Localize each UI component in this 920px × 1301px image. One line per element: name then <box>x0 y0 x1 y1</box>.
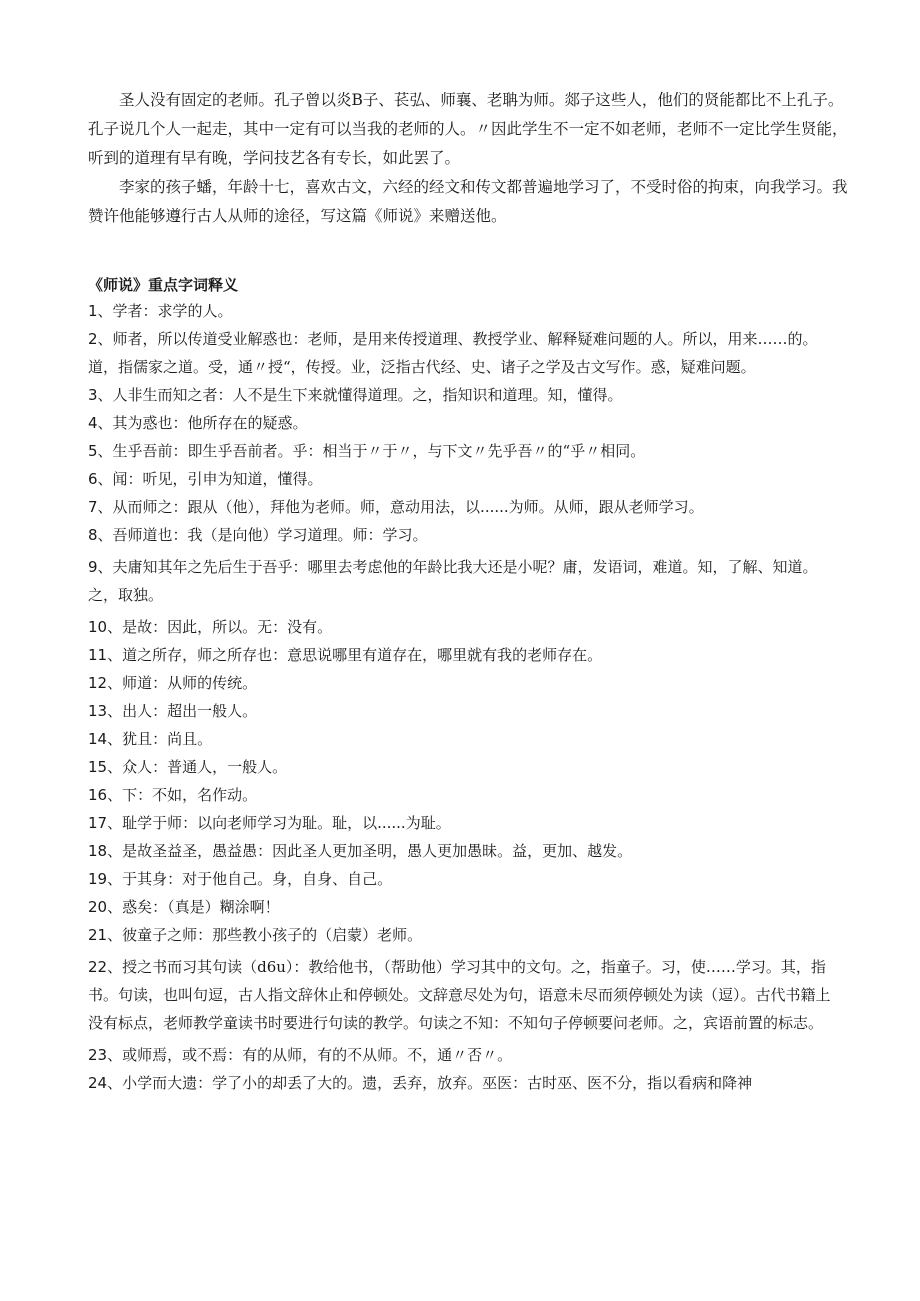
glossary-entry <box>88 953 836 1037</box>
glossary-entry <box>88 697 836 725</box>
entry-text: 耻学于师：以向老师学习为耻。耻，以......为耻。 <box>122 814 451 832</box>
glossary-entry <box>88 1041 836 1069</box>
glossary-entry <box>88 409 836 437</box>
glossary-entry <box>88 921 836 949</box>
entry-text: 彼童子之师：那些教小孩子的（启蒙）老师。 <box>122 926 423 944</box>
entry-number: 24、 <box>88 1074 123 1092</box>
entry-text: 犹且：尚且。 <box>122 730 213 748</box>
glossary-entry <box>88 865 836 893</box>
entry-number: 4、 <box>88 414 113 432</box>
glossary-entry <box>88 893 836 921</box>
entry-text: 下：不如，名作动。 <box>122 786 258 804</box>
entry-number: 20、 <box>88 898 123 916</box>
entry-number: 3、 <box>88 386 113 404</box>
entry-number: 8、 <box>88 526 113 544</box>
entry-text: 小学而大遗：学了小的却丢了大的。遗，丢弃，放弃。巫医：古时巫、医不分，指以看病和降神 <box>122 1074 753 1092</box>
glossary-entry <box>88 465 836 493</box>
glossary-entry <box>88 381 836 409</box>
intro-paragraph-2: 李家的孩子蟠，年龄十七，喜欢古文，六经的经文和传文都普遍地学习了，不受时俗的拘束，向我学习。我赞许他能够遵行古人从师的途径，写这篇《师说》来赠送他。 <box>88 178 848 225</box>
glossary-entry <box>88 809 836 837</box>
entry-number: 18、 <box>88 842 123 860</box>
entry-text: 众人：普通人，一般人。 <box>122 758 288 776</box>
entry-text: 师者，所以传道受业解惑也：老师，是用来传授道理、教授学业、解释疑难问题的人。所以，用来……的。道，指儒家之道。受，通〃授“，传授。业，泛指古代经、史、诸子之学及古文写作。惑，疑难问题。 <box>88 330 818 376</box>
entry-text: 生乎吾前：即生乎吾前者。乎：相当于〃于〃，与下文〃先乎吾〃的“乎〃相同。 <box>112 442 646 460</box>
glossary-entry <box>88 493 836 521</box>
entry-number: 23、 <box>88 1046 123 1064</box>
glossary-entry <box>88 669 836 697</box>
glossary-entry <box>88 553 836 609</box>
entry-text: 出人：超出一般人。 <box>122 702 258 720</box>
glossary-entry <box>88 437 836 465</box>
entry-text: 人非生而知之者：人不是生下来就懂得道理。之，指知识和道理。知，懂得。 <box>112 386 623 404</box>
entry-number: 11、 <box>88 646 123 664</box>
glossary-entry <box>88 1069 836 1097</box>
glossary-entry <box>88 297 836 325</box>
glossary-entry <box>88 837 836 865</box>
intro-paragraph-1: 圣人没有固定的老师。孔子曾以炎B子、苌弘、师襄、老聃为师。郯子这些人，他们的贤能都比不上孔子。孔子说几个人一起走，其中一定有可以当我的老师的人。〃因此学生不一定不如老师，老师不一定比学生贤能，听到的道理有早有晚，学问技艺各有专长，如此罢了。 <box>88 91 848 167</box>
entry-text: 是故圣益圣，愚益愚：因此圣人更加圣明，愚人更加愚昧。益，更加、越发。 <box>122 842 633 860</box>
entry-text: 其为惑也：他所存在的疑惑。 <box>112 414 308 432</box>
entry-text: 或师焉，或不焉：有的从师，有的不从师。不，通〃否〃。 <box>122 1046 513 1064</box>
glossary-entry <box>88 521 836 549</box>
entry-number: 10、 <box>88 618 123 636</box>
entry-number: 12、 <box>88 674 123 692</box>
glossary-entry <box>88 725 836 753</box>
entry-text: 是故：因此，所以。无：没有。 <box>122 618 333 636</box>
entry-text: 从而师之：跟从（他），拜他为老师。师，意动用法，以......为师。从师，跟从老师学习。 <box>112 498 704 516</box>
glossary-entry <box>88 753 836 781</box>
entry-number: 6、 <box>88 470 113 488</box>
entry-number: 1、 <box>88 302 113 320</box>
entry-text: 于其身：对于他自己。身，自身、自己。 <box>122 870 393 888</box>
entry-number: 15、 <box>88 758 123 776</box>
entry-number: 7、 <box>88 498 113 516</box>
entry-number: 19、 <box>88 870 123 888</box>
entry-number: 2、 <box>88 330 113 348</box>
entry-text: 夫庸知其年之先后生于吾乎：哪里去考虑他的年龄比我大还是小呢？庸，发语词，难道。知，了解、知道。之，取独。 <box>88 558 818 604</box>
entry-number: 22、 <box>88 958 123 976</box>
entry-text: 学者：求学的人。 <box>112 302 233 320</box>
entry-number: 5、 <box>88 442 113 460</box>
glossary-entry <box>88 613 836 641</box>
glossary-entry <box>88 325 836 381</box>
entry-number: 17、 <box>88 814 123 832</box>
entry-number: 13、 <box>88 702 123 720</box>
entry-text: 师道：从师的传统。 <box>122 674 258 692</box>
entry-text: 吾师道也：我（是向他）学习道理。师：学习。 <box>112 526 428 544</box>
section-title: 《师说》重点字词释义 <box>88 276 239 294</box>
entry-text: 惑矣：（真是）糊涂啊！ <box>122 898 280 916</box>
entry-number: 16、 <box>88 786 123 804</box>
glossary-list <box>88 297 836 1097</box>
entry-text: 道之所存，师之所存也：意思说哪里有道存在，哪里就有我的老师存在。 <box>122 646 603 664</box>
entry-text: 闻：听见，引申为知道，懂得。 <box>112 470 323 488</box>
glossary-entry <box>88 641 836 669</box>
entry-number: 21、 <box>88 926 123 944</box>
entry-number: 14、 <box>88 730 123 748</box>
glossary-entry <box>88 781 836 809</box>
entry-number: 9、 <box>88 558 113 576</box>
entry-text: 授之书而习其句读（d6u）：教给他书，（帮助他）学习其中的文句。之，指童子。习，使……学习。其，指书。句读，也叫句逗，古人指文辞休止和停顿处。文辞意尽处为句，语意未尽而须停顿处为读（逗）。古代书籍上没有标点，老师教学童读书时要进行句读的教学。句读之不知：不知句子停顿要问老师。之，宾语前置的标志。 <box>88 958 831 1032</box>
intro-translation <box>88 86 848 231</box>
